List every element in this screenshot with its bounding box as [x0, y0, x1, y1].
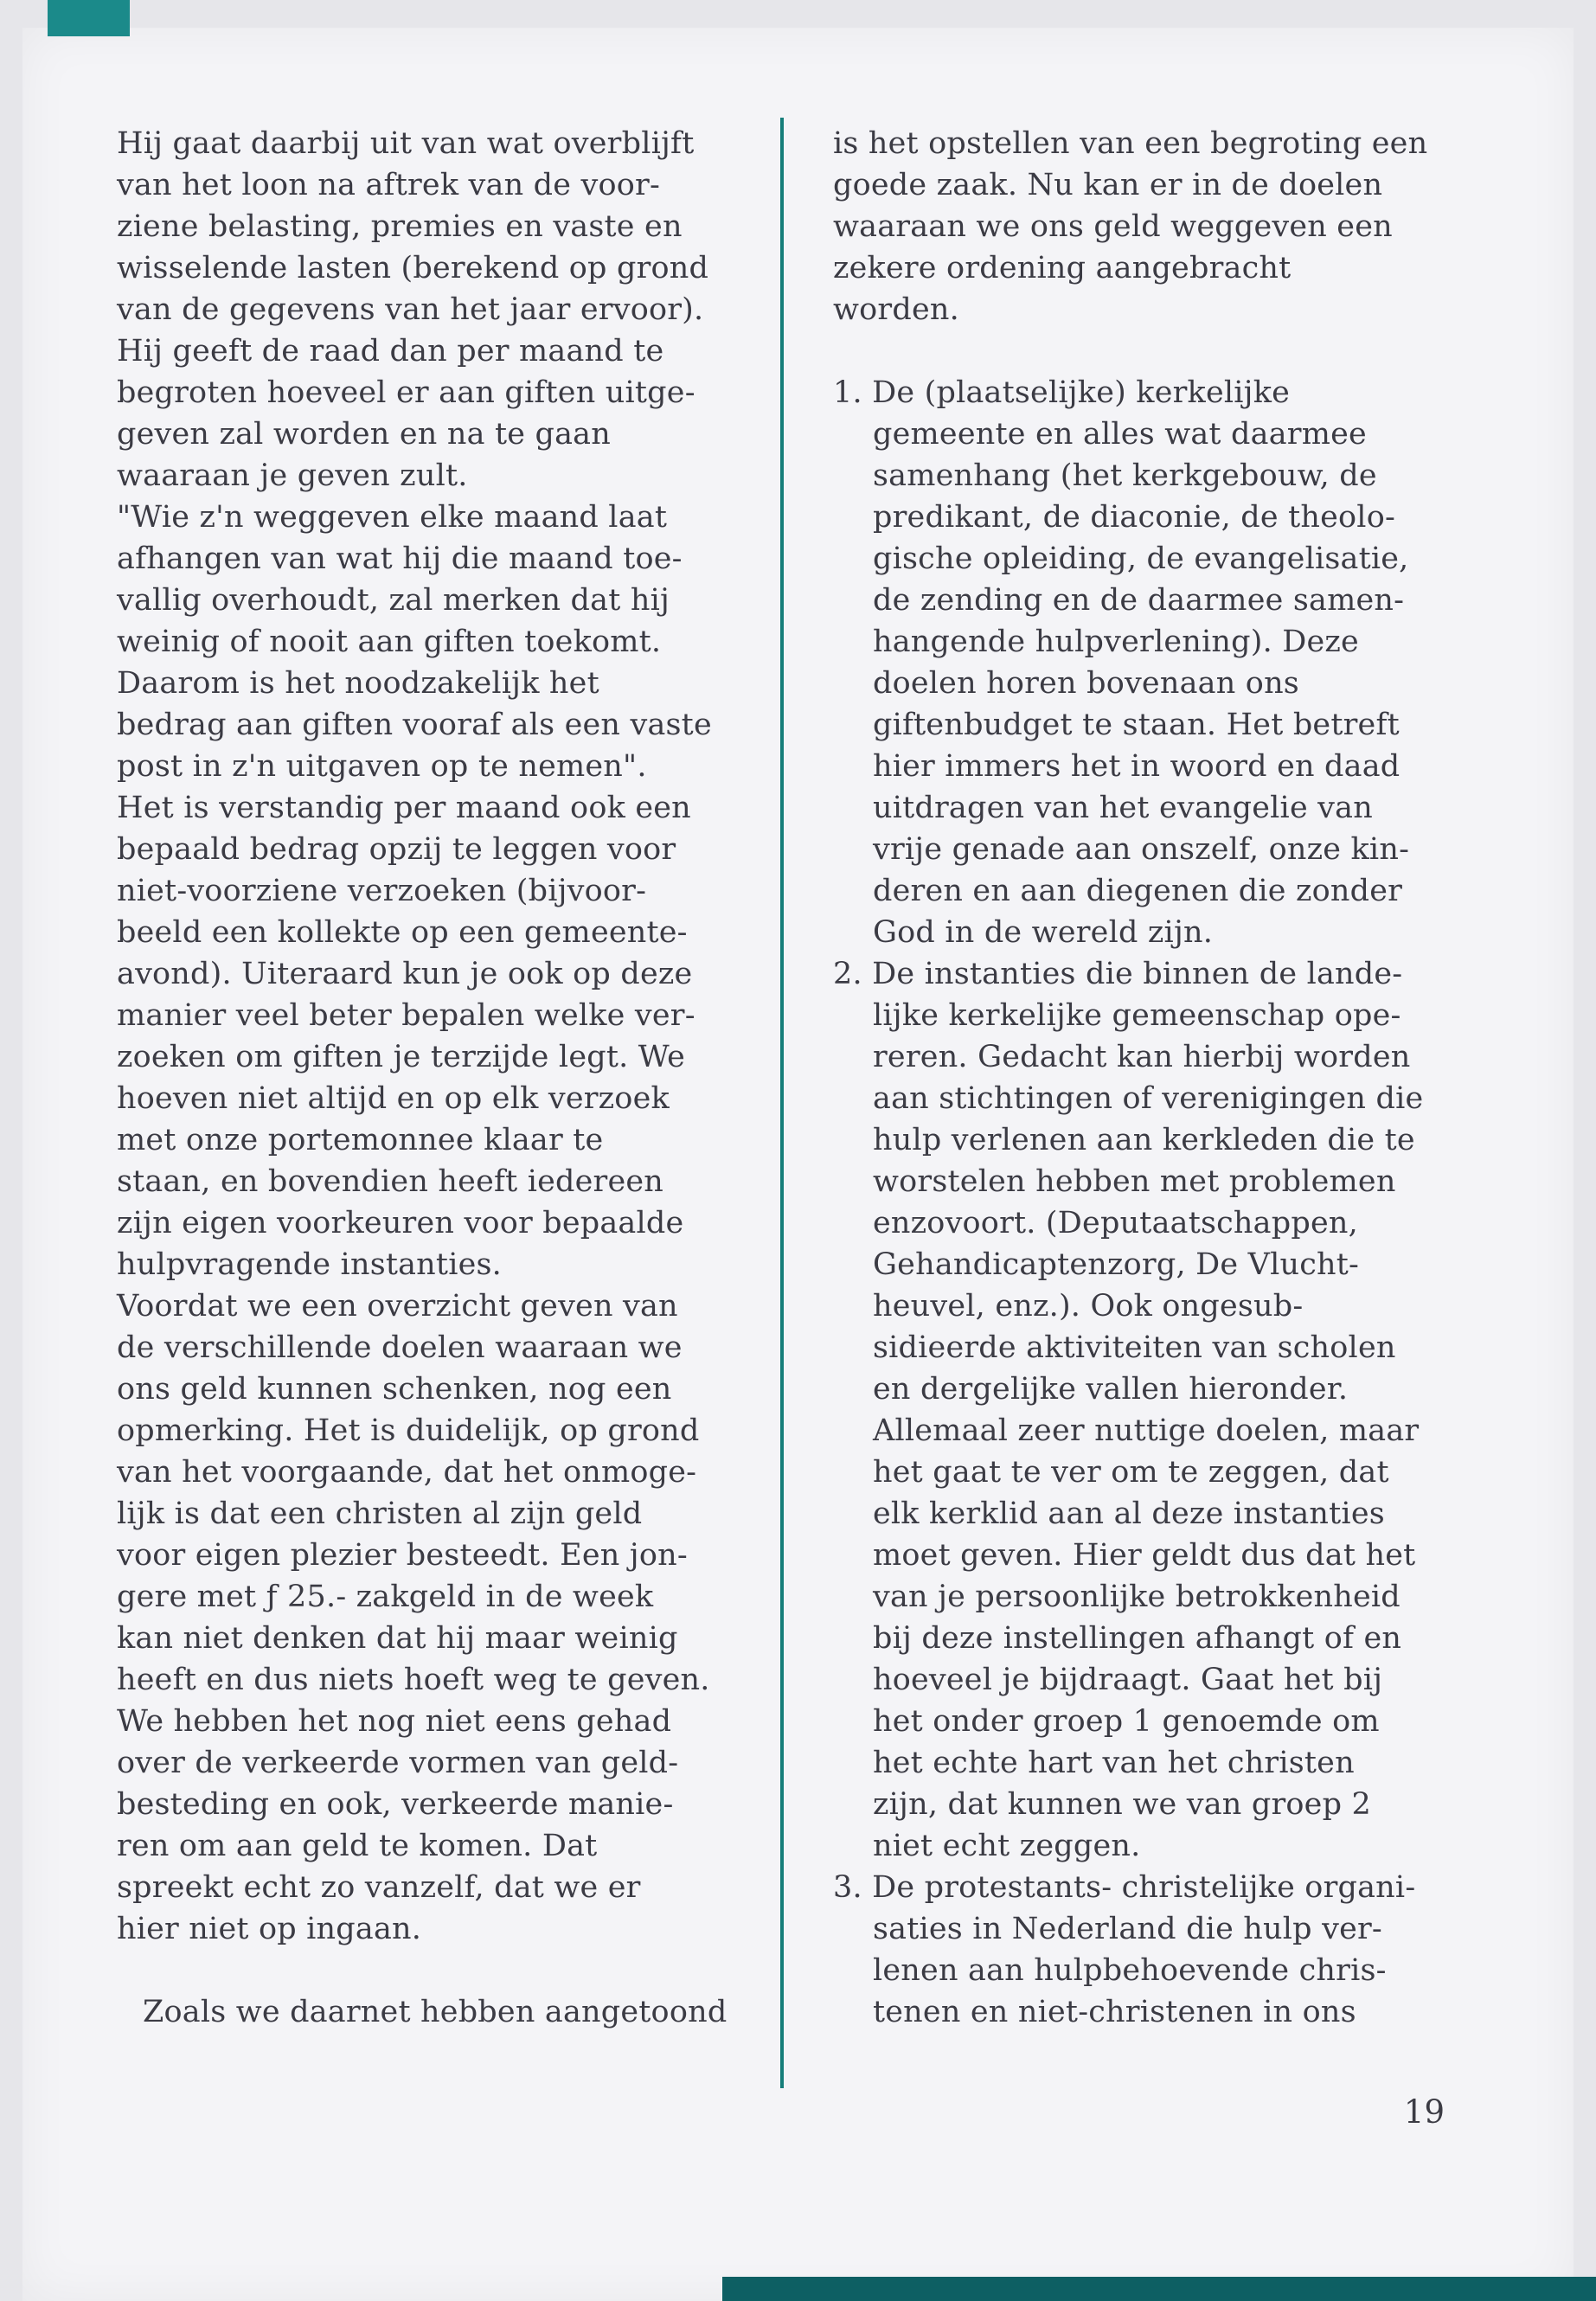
text-line: "Wie z'n weggeven elke maand laat [117, 500, 668, 535]
text-line: zijn, dat kunnen we van groep 2 [873, 1787, 1371, 1822]
text-line: waaraan je geven zult. [117, 458, 468, 493]
text-line: gemeente en alles wat daarmee [873, 417, 1367, 452]
text-line: tenen en niet-christenen in ons [873, 1995, 1356, 2029]
text-line: Het is verstandig per maand ook een [117, 791, 691, 825]
text-line: bij deze instellingen afhangt of en [873, 1621, 1402, 1656]
text-line: besteding en ook, verkeerde manie- [117, 1787, 674, 1822]
text-line: post in z'n uitgaven op te nemen". [117, 749, 647, 784]
text-line: 3. De protestants- christelijke organi- [833, 1870, 1416, 1905]
text-line: van het loon na aftrek van de voor- [117, 168, 660, 202]
text-line: afhangen van wat hij die maand toe- [117, 542, 683, 576]
text-line: Hij gaat daarbij uit van wat overblijft [117, 126, 695, 161]
text-line: het echte hart van het christen [873, 1746, 1355, 1780]
text-line: van je persoonlijke betrokkenheid [873, 1580, 1401, 1614]
text-line: deren en aan diegenen die zonder [873, 874, 1403, 908]
text-line: Voordat we een overzicht geven van [117, 1289, 678, 1324]
text-line: heuvel, enz.). Ook ongesub- [873, 1289, 1304, 1324]
text-line: Hij geeft de raad dan per maand te [117, 334, 664, 369]
text-line: met onze portemonnee klaar te [117, 1123, 604, 1157]
text-line: hulp verlenen aan kerkleden die te [873, 1123, 1415, 1157]
text-line: worstelen hebben met problemen [873, 1164, 1396, 1199]
text-line: geven zal worden en na te gaan [117, 417, 611, 452]
text-line: bedrag aan giften vooraf als een vaste [117, 708, 712, 742]
text-line: kan niet denken dat hij maar weinig [117, 1621, 678, 1656]
text-line: het gaat te ver om te zeggen, dat [873, 1455, 1389, 1490]
text-line: worden. [833, 292, 959, 327]
text-line: het onder groep 1 genoemde om [873, 1704, 1380, 1739]
text-line: Allemaal zeer nuttige doelen, maar [873, 1413, 1420, 1448]
text-line: staan, en bovendien heeft iedereen [117, 1164, 664, 1199]
text-line: waaraan we ons geld weggeven een [833, 209, 1393, 244]
text-line [833, 330, 1461, 372]
text-line: de zending en de daarmee samen- [873, 583, 1405, 618]
text-line: hoeveel je bijdraagt. Gaat het bij [873, 1663, 1383, 1697]
text-line: de verschillende doelen waaraan we [117, 1330, 683, 1365]
text-line: lenen aan hulpbehoevende chris- [873, 1953, 1387, 1988]
text-line: predikant, de diaconie, de theolo- [873, 500, 1395, 535]
text-line: opmerking. Het is duidelijk, op grond [117, 1413, 700, 1448]
text-line: 1. De (plaatselijke) kerkelijke [833, 375, 1291, 410]
text-line: hoeven niet altijd en op elk verzoek [117, 1081, 670, 1116]
text-line: God in de wereld zijn. [873, 915, 1214, 950]
text-line: elk kerklid aan al deze instanties [873, 1497, 1385, 1531]
text-line: hier immers het in woord en daad [873, 749, 1401, 784]
text-line: vallig overhoudt, zal merken dat hij [117, 583, 670, 618]
text-line [117, 1950, 745, 1991]
text-line: manier veel beter bepalen welke ver- [117, 998, 695, 1033]
text-line: hangende hulpverlening). Deze [873, 625, 1359, 659]
text-line: zijn eigen voorkeuren voor bepaalde [117, 1206, 684, 1240]
text-line: Zoals we daarnet hebben aangetoond [143, 1995, 727, 2029]
text-line: is het opstellen van een begroting een [833, 126, 1428, 161]
text-line: niet-voorziene verzoeken (bijvoor- [117, 874, 647, 908]
text-line: zoeken om giften je terzijde legt. We [117, 1040, 685, 1074]
text-line: reren. Gedacht kan hierbij worden [873, 1040, 1411, 1074]
text-line: uitdragen van het evangelie van [873, 791, 1373, 825]
left-column [117, 123, 745, 2033]
text-line: beeld een kollekte op een gemeente- [117, 915, 688, 950]
text-line: Daarom is het noodzakelijk het [117, 666, 599, 701]
text-line: 2. De instanties die binnen de lande- [833, 957, 1403, 991]
text-line: en dergelijke vallen hieronder. [873, 1372, 1349, 1407]
text-line: goede zaak. Nu kan er in de doelen [833, 168, 1383, 202]
text-line: gische opleiding, de evangelisatie, [873, 542, 1409, 576]
corner-mark [48, 0, 130, 36]
text-line: van het voorgaande, dat het onmoge- [117, 1455, 697, 1490]
text-line: heeft en dus niets hoeft weg te geven. [117, 1663, 710, 1697]
text-line: over de verkeerde vormen van geld- [117, 1746, 679, 1780]
text-line: samenhang (het kerkgebouw, de [873, 458, 1377, 493]
text-line: gere met ƒ 25.- zakgeld in de week [117, 1580, 654, 1614]
text-line: begroten hoeveel er aan giften uitge- [117, 375, 695, 410]
text-line: giftenbudget te staan. Het betreft [873, 708, 1400, 742]
column-divider [780, 118, 784, 2088]
text-line: spreekt echt zo vanzelf, dat we er [117, 1870, 641, 1905]
text-line: bepaald bedrag opzij te leggen voor [117, 832, 676, 867]
page-number: 19 [1403, 2093, 1445, 2131]
text-line: van de gegevens van het jaar ervoor). [117, 292, 704, 327]
text-line: wisselende lasten (berekend op grond [117, 251, 709, 285]
text-line: zekere ordening aangebracht [833, 251, 1292, 285]
text-line: aan stichtingen of verenigingen die [873, 1081, 1424, 1116]
text-line: ons geld kunnen schenken, nog een [117, 1372, 672, 1407]
text-line: lijk is dat een christen al zijn geld [117, 1497, 643, 1531]
text-line: lijke kerkelijke gemeenschap ope- [873, 998, 1401, 1033]
text-line: vrije genade aan onszelf, onze kin- [873, 832, 1410, 867]
bottom-bar [722, 2277, 1596, 2301]
text-line: saties in Nederland die hulp ver- [873, 1912, 1382, 1946]
text-line: weinig of nooit aan giften toekomt. [117, 625, 662, 659]
text-line: hulpvragende instanties. [117, 1247, 502, 1282]
text-line: voor eigen plezier besteedt. Een jon- [117, 1538, 688, 1573]
text-line: Gehandicaptenzorg, De Vlucht- [873, 1247, 1360, 1282]
text-line: ziene belasting, premies en vaste en [117, 209, 683, 244]
text-line: We hebben het nog niet eens gehad [117, 1704, 672, 1739]
text-line: doelen horen bovenaan ons [873, 666, 1299, 701]
text-line: moet geven. Hier geldt dus dat het [873, 1538, 1416, 1573]
text-line: sidieerde aktiviteiten van scholen [873, 1330, 1396, 1365]
text-line: avond). Uiteraard kun je ook op deze [117, 957, 693, 991]
right-column [833, 123, 1461, 2033]
text-line: hier niet op ingaan. [117, 1912, 422, 1946]
text-line: ren om aan geld te komen. Dat [117, 1829, 598, 1863]
text-line: enzovoort. (Deputaatschappen, [873, 1206, 1358, 1240]
text-line: niet echt zeggen. [873, 1829, 1141, 1863]
